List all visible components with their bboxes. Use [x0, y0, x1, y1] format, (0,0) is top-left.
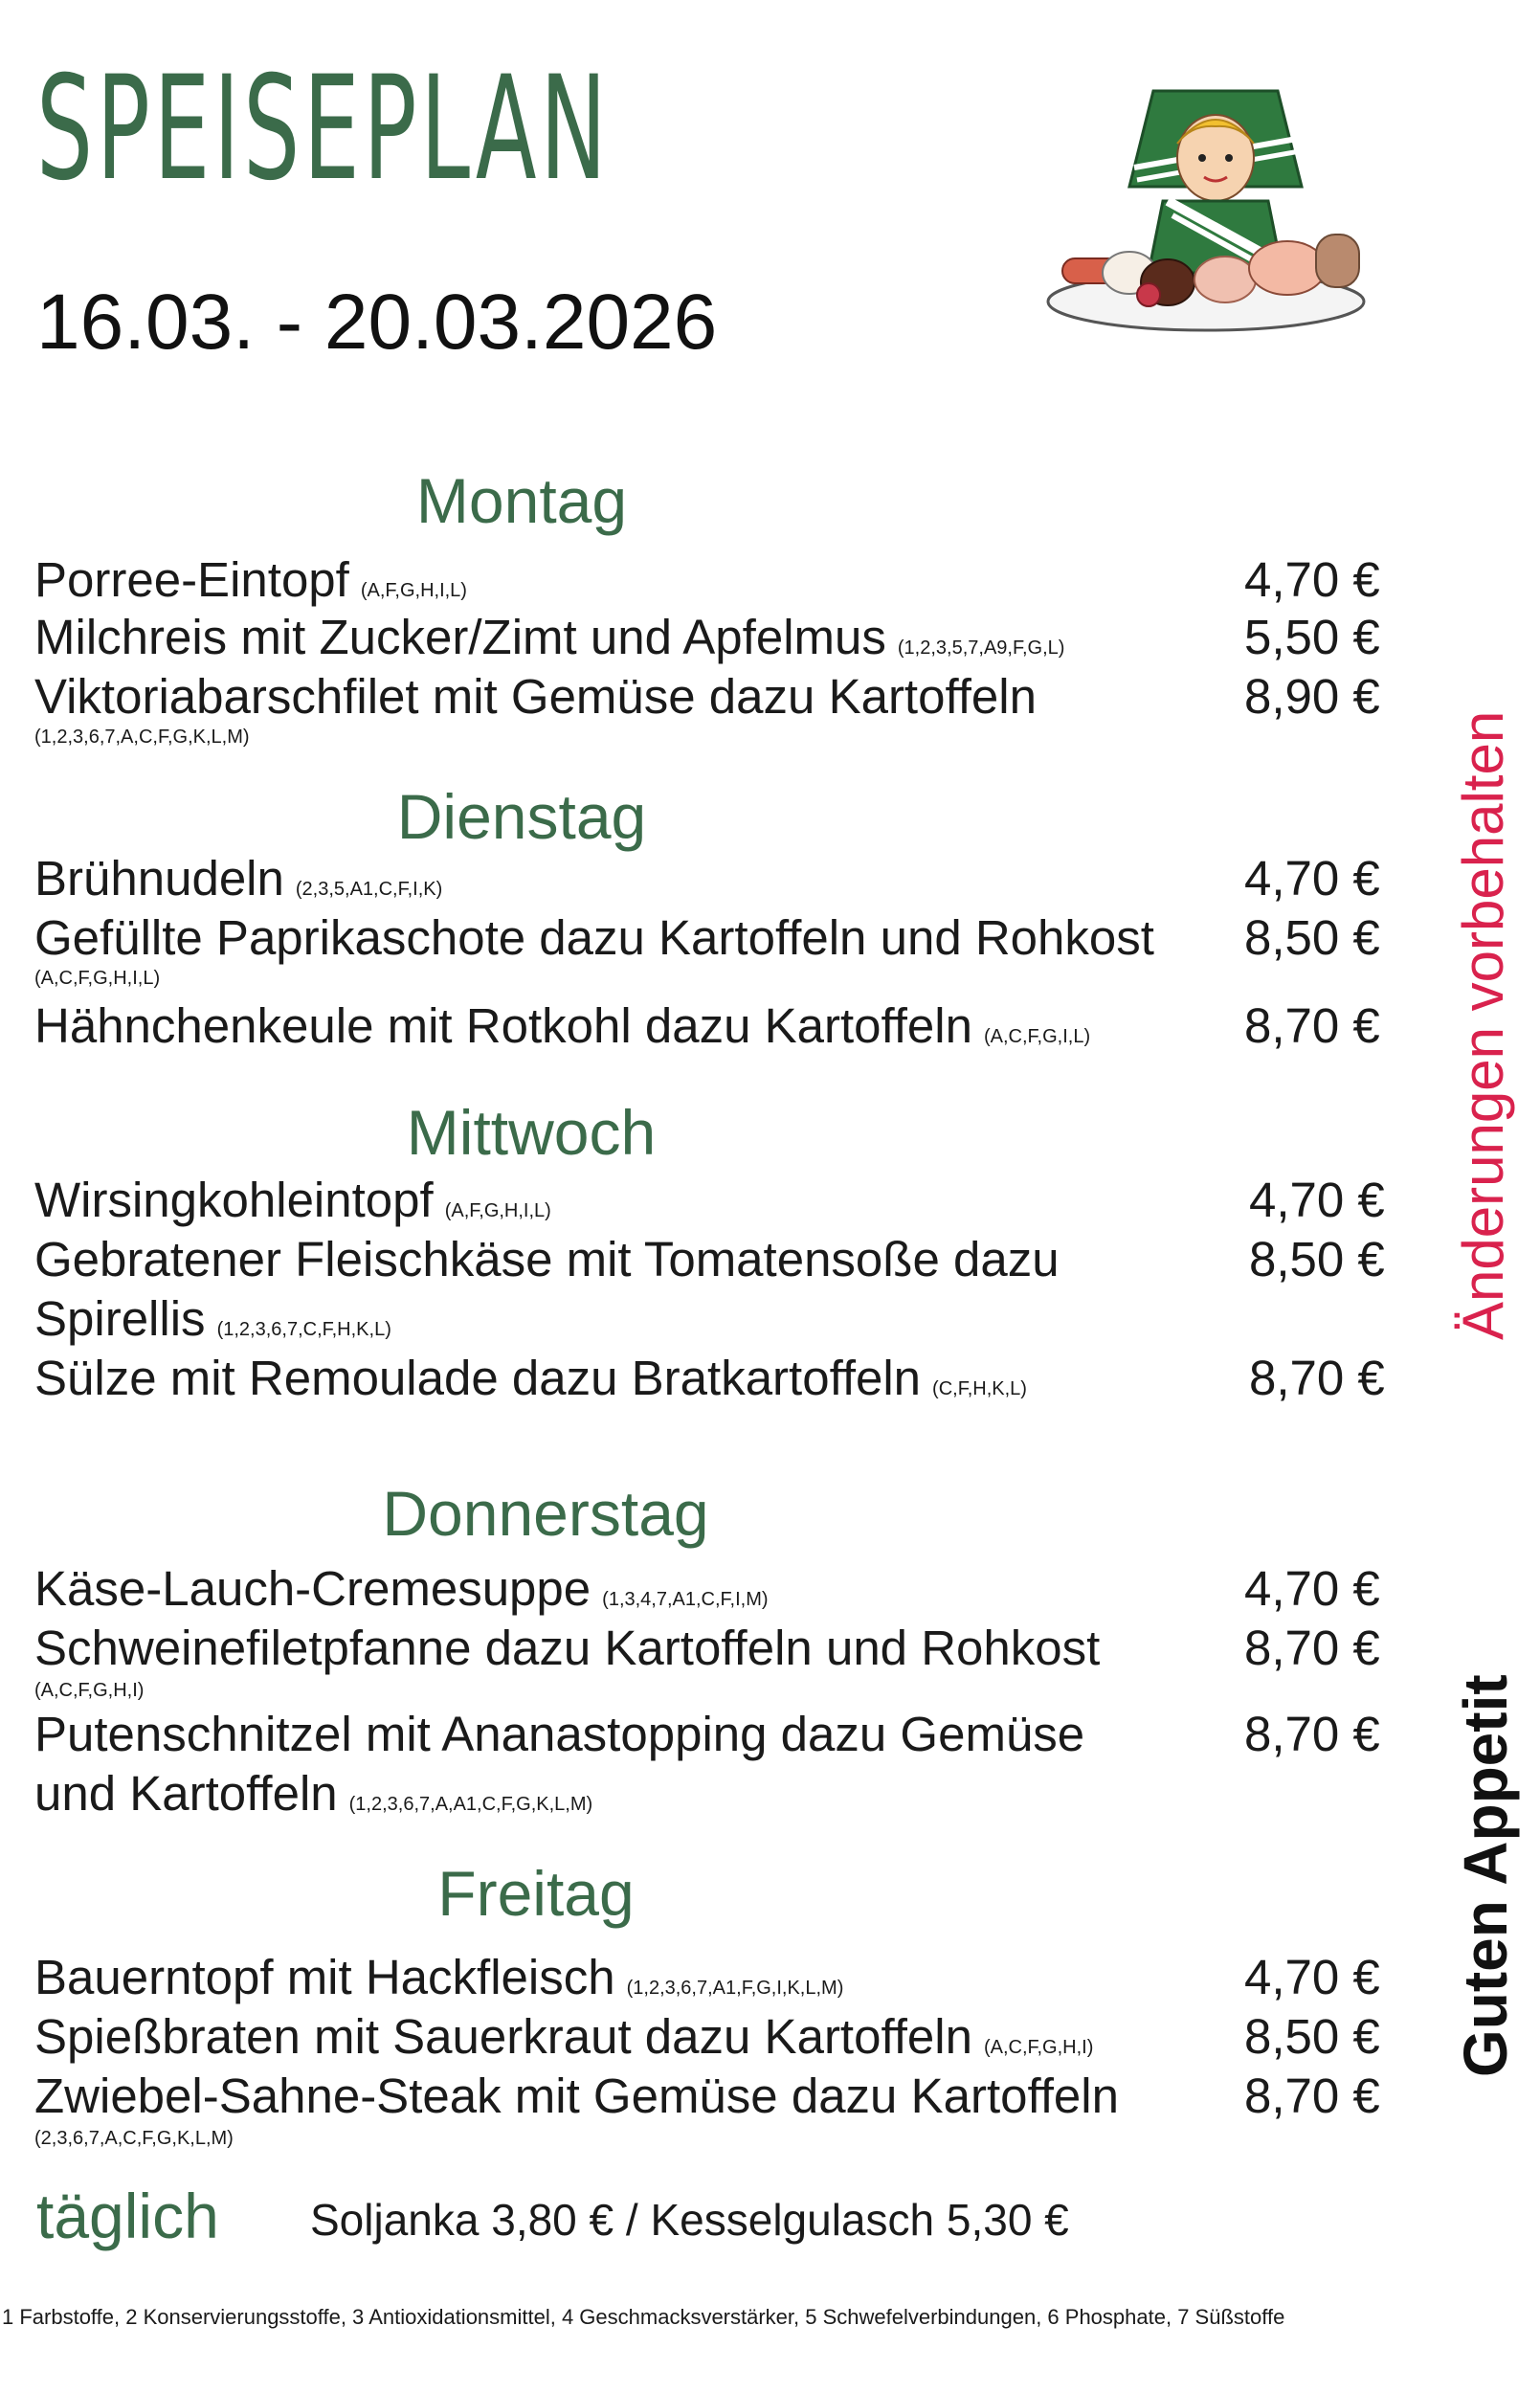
menu-item-name: Gefüllte Paprikaschote dazu Kartoffeln und Rohkost: [34, 910, 1154, 965]
menu-item-name: Viktoriabarschfilet mit Gemüse dazu Kartoffeln: [34, 669, 1037, 724]
menu-item: [34, 998, 1091, 1053]
menu-item-price: 8,90 €: [1244, 669, 1380, 724]
menu-item-allergens: (A,C,F,G,H,I): [983, 2037, 1094, 2058]
page-title: SPEISEPLAN: [36, 46, 611, 212]
menu-item-name: Gebratener Fleischkäse mit Tomatensoße dazu: [34, 1232, 1060, 1286]
menu-item-price: 8,70 €: [1244, 998, 1380, 1053]
menu-item-price: 8,50 €: [1244, 910, 1380, 965]
day-heading: Donnerstag: [382, 1478, 709, 1549]
menu-item-name: Hähnchenkeule mit Rotkohl dazu Kartoffeln: [34, 998, 972, 1053]
menu-item-name-continued: [34, 1291, 391, 1346]
butcher-mascot-logo: [1043, 67, 1378, 335]
menu-item: [34, 1173, 551, 1227]
menu-item-name: Milchreis mit Zucker/Zimt und Apfelmus: [34, 610, 886, 664]
date-range: 16.03. - 20.03.2026: [36, 279, 718, 366]
menu-item-allergens: (1,2,3,6,7,C,F,H,K,L): [216, 1319, 391, 1340]
menu-item-name: Bauerntopf mit Hackfleisch: [34, 1950, 615, 2004]
menu-item-allergens: (A,C,F,G,H,I,L): [34, 968, 161, 989]
menu-item-price: 8,70 €: [1244, 1707, 1380, 1761]
menu-item-price: 4,70 €: [1244, 851, 1380, 906]
menu-item: [34, 2009, 1094, 2064]
changes-reserved-note: Änderungen vorbehalten: [1451, 710, 1515, 1340]
menu-item-allergens: (1,2,3,6,7,A,C,F,G,K,L,M): [34, 727, 250, 748]
menu-item-allergens: (1,2,3,6,7,A1,F,G,I,K,L,M): [626, 1978, 844, 1999]
menu-item-price: 8,70 €: [1249, 1351, 1385, 1405]
allergen-footnote: 1 Farbstoffe, 2 Konservierungsstoffe, 3 Antioxidationsmittel, 4 Geschmacksverstärker, 5 Schwefelverbindungen, 6 Phosphate, 7 Süßstoffe: [2, 2305, 1285, 2329]
day-heading: Mittwoch: [406, 1097, 657, 1168]
day-heading: Freitag: [437, 1858, 635, 1929]
menu-item-allergens: (A,F,G,H,I,L): [360, 580, 467, 601]
menu-item: [34, 610, 1065, 664]
menu-item-name-line2: Spirellis: [34, 1291, 206, 1346]
menu-item-name: Schweinefiletpfanne dazu Kartoffeln und Rohkost: [34, 1621, 1101, 1675]
menu-item-price: 8,70 €: [1244, 2069, 1380, 2123]
menu-item-price: 8,50 €: [1249, 1232, 1385, 1286]
menu-item-allergens: (1,3,4,7,A1,C,F,I,M): [602, 1589, 769, 1610]
menu-item-price: 4,70 €: [1249, 1173, 1385, 1227]
menu-item-name: Wirsingkohleintopf: [34, 1173, 434, 1227]
guten-appetit-note: Guten Appetit: [1451, 1674, 1520, 2077]
day-heading: Dienstag: [396, 781, 647, 852]
menu-item-allergens: (1,2,3,5,7,A9,F,G,L): [897, 637, 1065, 659]
menu-item: [34, 1232, 1060, 1286]
menu-item: [34, 2069, 1119, 2123]
menu-item-price: 4,70 €: [1244, 1950, 1380, 2004]
menu-item-allergens: (2,3,6,7,A,C,F,G,K,L,M): [34, 2128, 234, 2149]
menu-item-allergens: (A,C,F,G,H,I): [34, 1680, 145, 1701]
menu-item-price: 8,50 €: [1244, 2009, 1380, 2064]
menu-item-name: Brühnudeln: [34, 851, 284, 906]
menu-item-name: Putenschnitzel mit Ananastopping dazu Gemüse: [34, 1707, 1085, 1761]
daily-label: täglich: [36, 2181, 219, 2251]
menu-item: [34, 669, 1037, 724]
menu-item-allergens: (A,C,F,G,I,L): [983, 1026, 1091, 1047]
menu-item: [34, 1950, 844, 2004]
menu-item-name: Porree-Eintopf: [34, 552, 349, 607]
menu-item-allergens: (2,3,5,A1,C,F,I,K): [295, 879, 443, 900]
menu-item-price: 4,70 €: [1244, 1561, 1380, 1616]
menu-item-price: 8,70 €: [1244, 1621, 1380, 1675]
daily-offer: Soljanka 3,80 € / Kesselgulasch 5,30 €: [310, 2195, 1069, 2245]
menu-item-price: 4,70 €: [1244, 552, 1380, 607]
menu-item-name: Spießbraten mit Sauerkraut dazu Kartoffeln: [34, 2009, 972, 2064]
menu-item-name: Zwiebel-Sahne-Steak mit Gemüse dazu Kartoffeln: [34, 2069, 1119, 2123]
day-heading: Montag: [415, 465, 628, 536]
menu-item: [34, 910, 1154, 965]
menu-item-allergens: (1,2,3,6,7,A,A1,C,F,G,K,L,M): [348, 1794, 593, 1815]
menu-item: [34, 851, 443, 906]
menu-item-name: Käse-Lauch-Cremesuppe: [34, 1561, 591, 1616]
menu-item: [34, 1621, 1101, 1675]
menu-item: [34, 1561, 769, 1616]
menu-item-name-continued: [34, 1766, 593, 1821]
menu-item: [34, 1707, 1085, 1761]
menu-item-name: Sülze mit Remoulade dazu Bratkartoffeln: [34, 1351, 922, 1405]
menu-item-allergens: (C,F,H,K,L): [932, 1378, 1027, 1399]
menu-item-allergens: (A,F,G,H,I,L): [444, 1200, 551, 1221]
menu-item-name-line2: und Kartoffeln: [34, 1766, 338, 1821]
menu-item: [34, 1351, 1027, 1405]
menu-item-price: 5,50 €: [1244, 610, 1380, 664]
menu-item: [34, 552, 467, 607]
